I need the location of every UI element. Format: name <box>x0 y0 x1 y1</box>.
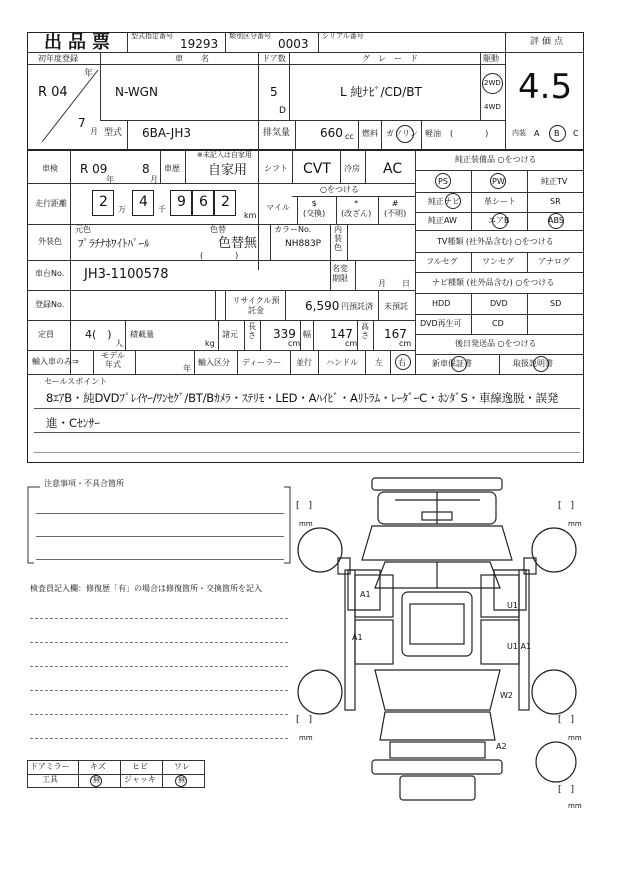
history: 自家用 <box>208 163 248 178</box>
category-number: 0003 <box>278 37 309 51</box>
model: 6BA-JH3 <box>142 126 192 140</box>
doors: 5 <box>270 85 278 99</box>
abs-circle <box>548 213 564 229</box>
warranty-circle <box>451 356 467 372</box>
repaint: 色替無 <box>218 236 258 251</box>
damage-mark-6: A2 <box>496 742 507 751</box>
capacity: 4( ) <box>85 328 112 341</box>
inspection-month: 8 <box>142 162 150 176</box>
grade: L 純ﾅﾋﾞ/CD/BT <box>340 85 422 99</box>
form-title: 出品票 <box>44 32 116 53</box>
eval-label: 評価点 <box>530 37 567 47</box>
tool-none-circle <box>90 775 102 787</box>
airbag-circle <box>492 213 508 229</box>
score: 4.5 <box>518 67 573 107</box>
pw-circle <box>490 173 506 189</box>
ps-circle <box>435 173 451 189</box>
mile-exchange: $ (交換) <box>303 199 326 218</box>
navi-circle <box>445 193 461 209</box>
first-reg-era: R 04 <box>38 85 68 100</box>
damage-mark-1: A1 <box>360 590 371 599</box>
jack-none-circle <box>175 775 187 787</box>
damage-mark-5: W2 <box>500 691 513 700</box>
type-number: 19293 <box>180 37 219 51</box>
recycle-amount: 6,590 <box>305 299 340 313</box>
length: 339 <box>273 327 296 341</box>
legend-table: ドアミラー キズ ヒビ ワレ 工具 無 ジャッキ 無 <box>27 760 205 788</box>
caution-bracket <box>26 485 292 565</box>
mile-tamper: * (改ざん) <box>341 199 372 218</box>
car-name: N-WGN <box>115 85 158 99</box>
manual-circle <box>533 356 549 372</box>
color-no: NH883P <box>285 239 322 249</box>
shift: CVT <box>303 161 331 177</box>
inspection-year: R 09 <box>80 162 108 176</box>
first-reg-month: 7 <box>78 116 86 130</box>
damage-mark-2: A1 <box>352 633 363 642</box>
car-diagram <box>290 470 610 820</box>
sales-line-2: 進・Cｾﾝｻｰ <box>46 416 101 430</box>
damage-mark-3: U1 <box>507 601 518 610</box>
chassis-number: JH3-1100578 <box>84 267 169 282</box>
height: 167 <box>384 327 407 341</box>
width: 147 <box>330 327 353 341</box>
mile-unknown: # (不明) <box>384 199 407 218</box>
original-color: ﾌﾟﾗﾁﾅﾎﾜｲﾄﾊﾟｰﾙ <box>78 237 150 250</box>
fuel-gasoline-circle <box>396 125 414 143</box>
damage-mark-4: U1 A1 <box>507 642 532 651</box>
interior-b-circle <box>549 125 566 142</box>
sales-line-1: 8ｴｱB・純DVDﾌﾟﾚｲﾔｰ/ﾜﾝｾｸﾞ/BT/Bｶﾒﾗ・ｽﾃﾘﾓ・LED・Aﾊｲﾋﾞ・Aﾘﾄﾗﾑ・ﾚｰﾀﾞｰC・ﾎﾝﾀﾞS・車線逸脱・誤発 <box>46 391 559 405</box>
displacement: 660 <box>320 126 343 140</box>
ac: AC <box>383 161 403 177</box>
handle-right-circle <box>395 354 411 370</box>
